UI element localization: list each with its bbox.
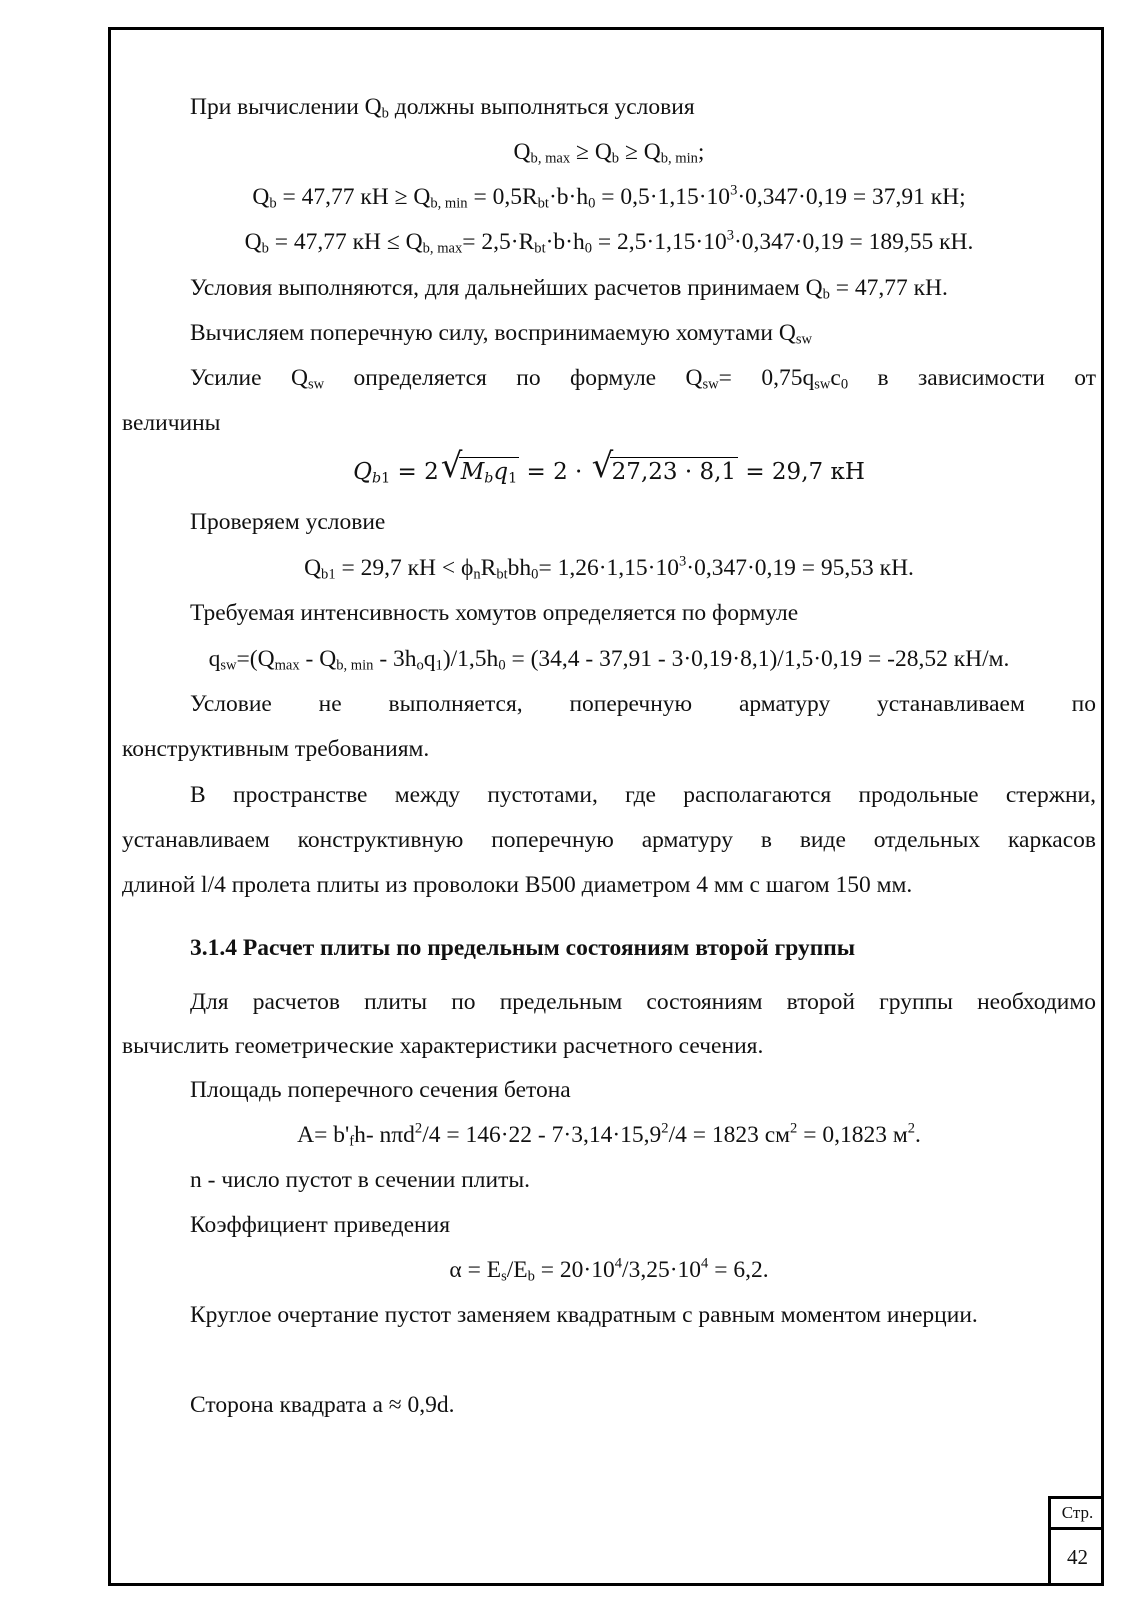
text-line: В пространстве между пустотами, где располагаются продольные стержни, <box>190 782 1096 808</box>
formula-alpha: $\alpha = E_s/E_b = 20\cdot 10^4/3,25\cdot 10^4 = 6,2$. <box>449 1255 769 1285</box>
text-line: Усилие $Q_{sw}$ определяется по формуле $Q_{sw}= 0,75q_{sw}c_0$ в зависимости от <box>190 365 1096 393</box>
text-line: Круглое очертание пустот заменяем квадратным с равным моментом инерции. <box>190 1302 978 1328</box>
text-line: Сторона квадрата a ≈ 0,9d. <box>190 1392 455 1418</box>
section-heading: 3.1.4 Расчет плиты по предельным состояниям второй группы <box>190 935 856 961</box>
formula-qb1: $Q_{b1} = 2$ √ $M_bq_1 = 2$ · √ 27,23 · 8,1 = 29,7 кН <box>353 446 865 487</box>
formula-condition: $Q_{b, max} \ge Q_b \ge Q_{b, min}$; <box>513 139 705 167</box>
text-line: конструктивным требованиям. <box>122 736 430 762</box>
text-line: Проверяем условие <box>190 509 386 535</box>
formula-qb-min: $Q_b = 47,77$ кН ≥ $Q_{b, min} = 0,5R_{bt}\cdot b\cdot h_0 = 0,5\cdot 1,15\cdot 10^3\cdot 0,347\cdot 0,19 = 37,91$ кН; <box>252 182 966 212</box>
page-number: 42 <box>1067 1545 1088 1569</box>
text-line: При вычислении $Q_b$ должны выполняться условия <box>190 94 695 122</box>
page-label: Стр. <box>1051 1499 1104 1530</box>
text-line: n - число пустот в сечении плиты. <box>190 1167 531 1193</box>
formula-qb-max: $Q_b = 47,77$ кН ≤ $Q_{b, max}= 2,5\cdot R_{bt}\cdot b\cdot h_0 = 2,5\cdot 1,15\cdot 10^3\cdot 0,347\cdot 0,19 = 189,55$ кН. <box>244 227 974 257</box>
text-line: Требуемая интенсивность хомутов определяется по формуле <box>190 600 799 626</box>
text-line: устанавливаем конструктивную поперечную арматуру в виде отдельных каркасов <box>122 827 1096 853</box>
text-line: величины <box>122 410 221 436</box>
text-line: Условия выполняются, для дальнейших расчетов принимаем $Q_b = 47,77$ кН. <box>190 275 948 303</box>
text-line: Для расчетов плиты по предельным состояниям второй группы необходимо <box>190 989 1096 1015</box>
text-line: Вычисляем поперечную силу, воспринимаемую хомутами $Q_{sw}$ <box>190 320 813 348</box>
text-line: длиной l/4 пролета плиты из проволоки В500 диаметром 4 мм с шагом 150 мм. <box>122 872 913 898</box>
text-line: Условие не выполняется, поперечную арматуру устанавливаем по <box>190 691 1096 717</box>
formula-area: $A= b'_fh-$ $n\pi d^2/4 = 146\cdot 22 - 7\cdot 3,14\cdot 15,9^2/4 = 1823$ $см^2 = 0,1823$ $м^2$. <box>297 1120 921 1150</box>
formula-check: $Q_{b1} = 29,7$ кН < $\phi_nR_{bt}bh_0= 1,26\cdot 1,15\cdot 10^3\cdot 0,347\cdot 0,19 = 95,53$ кН. <box>304 553 914 583</box>
text-line: Площадь поперечного сечения бетона <box>190 1077 571 1103</box>
formula-qsw: $q_{sw}=(Q_{max} - Q_{b, min} - 3h_oq_1)/1,5h_0 = (34,4 - 37,91 - 3\cdot 0,19\cdot 8,1)/1,5\cdot 0,19 = -28,52$ кН/м. <box>208 646 1010 674</box>
text-line: Коэффициент приведения <box>190 1212 451 1238</box>
page-number-stamp <box>1048 1496 1104 1586</box>
text-line: вычислить геометрические характеристики расчетного сечения. <box>122 1033 764 1059</box>
